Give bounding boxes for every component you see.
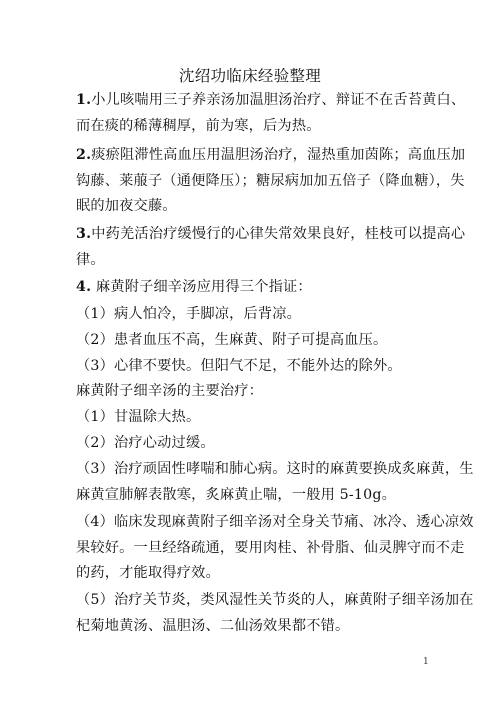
paragraph-line: （3）治疗顽固性哮喘和肺心病。这时的麻黄要换成炙麻黄，生 bbox=[76, 461, 474, 477]
paragraph-line: 4. 麻黄附子细辛汤应用得三个指证： bbox=[76, 279, 312, 295]
paragraph-line: 而在痰的稀薄稠厚，前为寒，后为热。 bbox=[76, 117, 321, 134]
paragraph bbox=[76, 222, 466, 273]
paragraph bbox=[76, 379, 436, 405]
paragraph bbox=[76, 457, 474, 508]
paragraph-line: 麻黄附子细辛汤的主要治疗： bbox=[76, 383, 264, 399]
item-number: 4. bbox=[76, 279, 92, 295]
paragraph-line: （5）治疗关节炎，类风湿性关节炎的人，麻黄附子细辛汤加在 bbox=[76, 592, 474, 608]
paragraph-line: （1）甘温除大热。 bbox=[76, 409, 201, 425]
paragraph-line: 2.痰瘀阻滞性高血压用温胆汤治疗，湿热重加茵陈；高血压加 bbox=[76, 147, 466, 163]
paragraph-line: 杞菊地黄汤、温胆汤、二仙汤效果都不错。 bbox=[76, 617, 350, 634]
paragraph-line: 眠的加夜交藤。 bbox=[76, 198, 177, 214]
page-number: 1 bbox=[423, 657, 429, 667]
paragraph-line: 麻黄宣肺解表散寒，炙麻黄止喘，一般用 5-10g。 bbox=[76, 486, 397, 503]
paragraph bbox=[76, 588, 474, 639]
item-number: 3. bbox=[76, 226, 92, 242]
paragraph-line: 的药，才能取得疗效。 bbox=[76, 565, 220, 581]
item-number: 2. bbox=[76, 147, 92, 163]
paragraph bbox=[76, 328, 436, 354]
paragraph-line: 律。 bbox=[76, 251, 105, 268]
paragraph-line: （3）心律不要快。但阳气不足，不能外达的除外。 bbox=[76, 358, 402, 374]
document-title: 沈绍功临床经验整理 bbox=[178, 67, 322, 85]
paragraph-line: 1.小儿咳喘用三子养亲汤加温胆汤治疗、辩证不在舌苔黄白、 bbox=[76, 92, 466, 108]
paragraph-line: （1）病人怕冷，手脚凉，后背凉。 bbox=[76, 306, 302, 322]
paragraph-line: 果较好。一旦经络疏通，要用肉桂、补骨脂、仙灵脾守而不走 bbox=[76, 539, 465, 556]
paragraph bbox=[76, 88, 466, 139]
paragraph bbox=[76, 275, 436, 301]
paragraph bbox=[76, 143, 466, 220]
paragraph-line: 3.中药羌活治疗缓慢行的心律失常效果良好，桂枝可以提高心 bbox=[76, 226, 466, 242]
paragraph bbox=[76, 302, 436, 328]
paragraph bbox=[76, 354, 436, 380]
paragraph-line: （2）患者血压不高，生麻黄、附子可提高血压。 bbox=[76, 332, 388, 348]
paragraph-line: （4）临床发现麻黄附子细辛汤对全身关节痛、冰冷、透心凉效 bbox=[76, 514, 474, 530]
paragraph bbox=[76, 431, 436, 457]
paragraph-line: 钩藤、莱菔子（通便降压）；糖尿病加加五倍子（降血糖），失 bbox=[76, 172, 465, 189]
paragraph-line: （2）治疗心动过缓。 bbox=[76, 435, 215, 451]
paragraph bbox=[76, 405, 436, 431]
paragraph bbox=[76, 510, 474, 587]
item-number: 1. bbox=[76, 92, 92, 108]
